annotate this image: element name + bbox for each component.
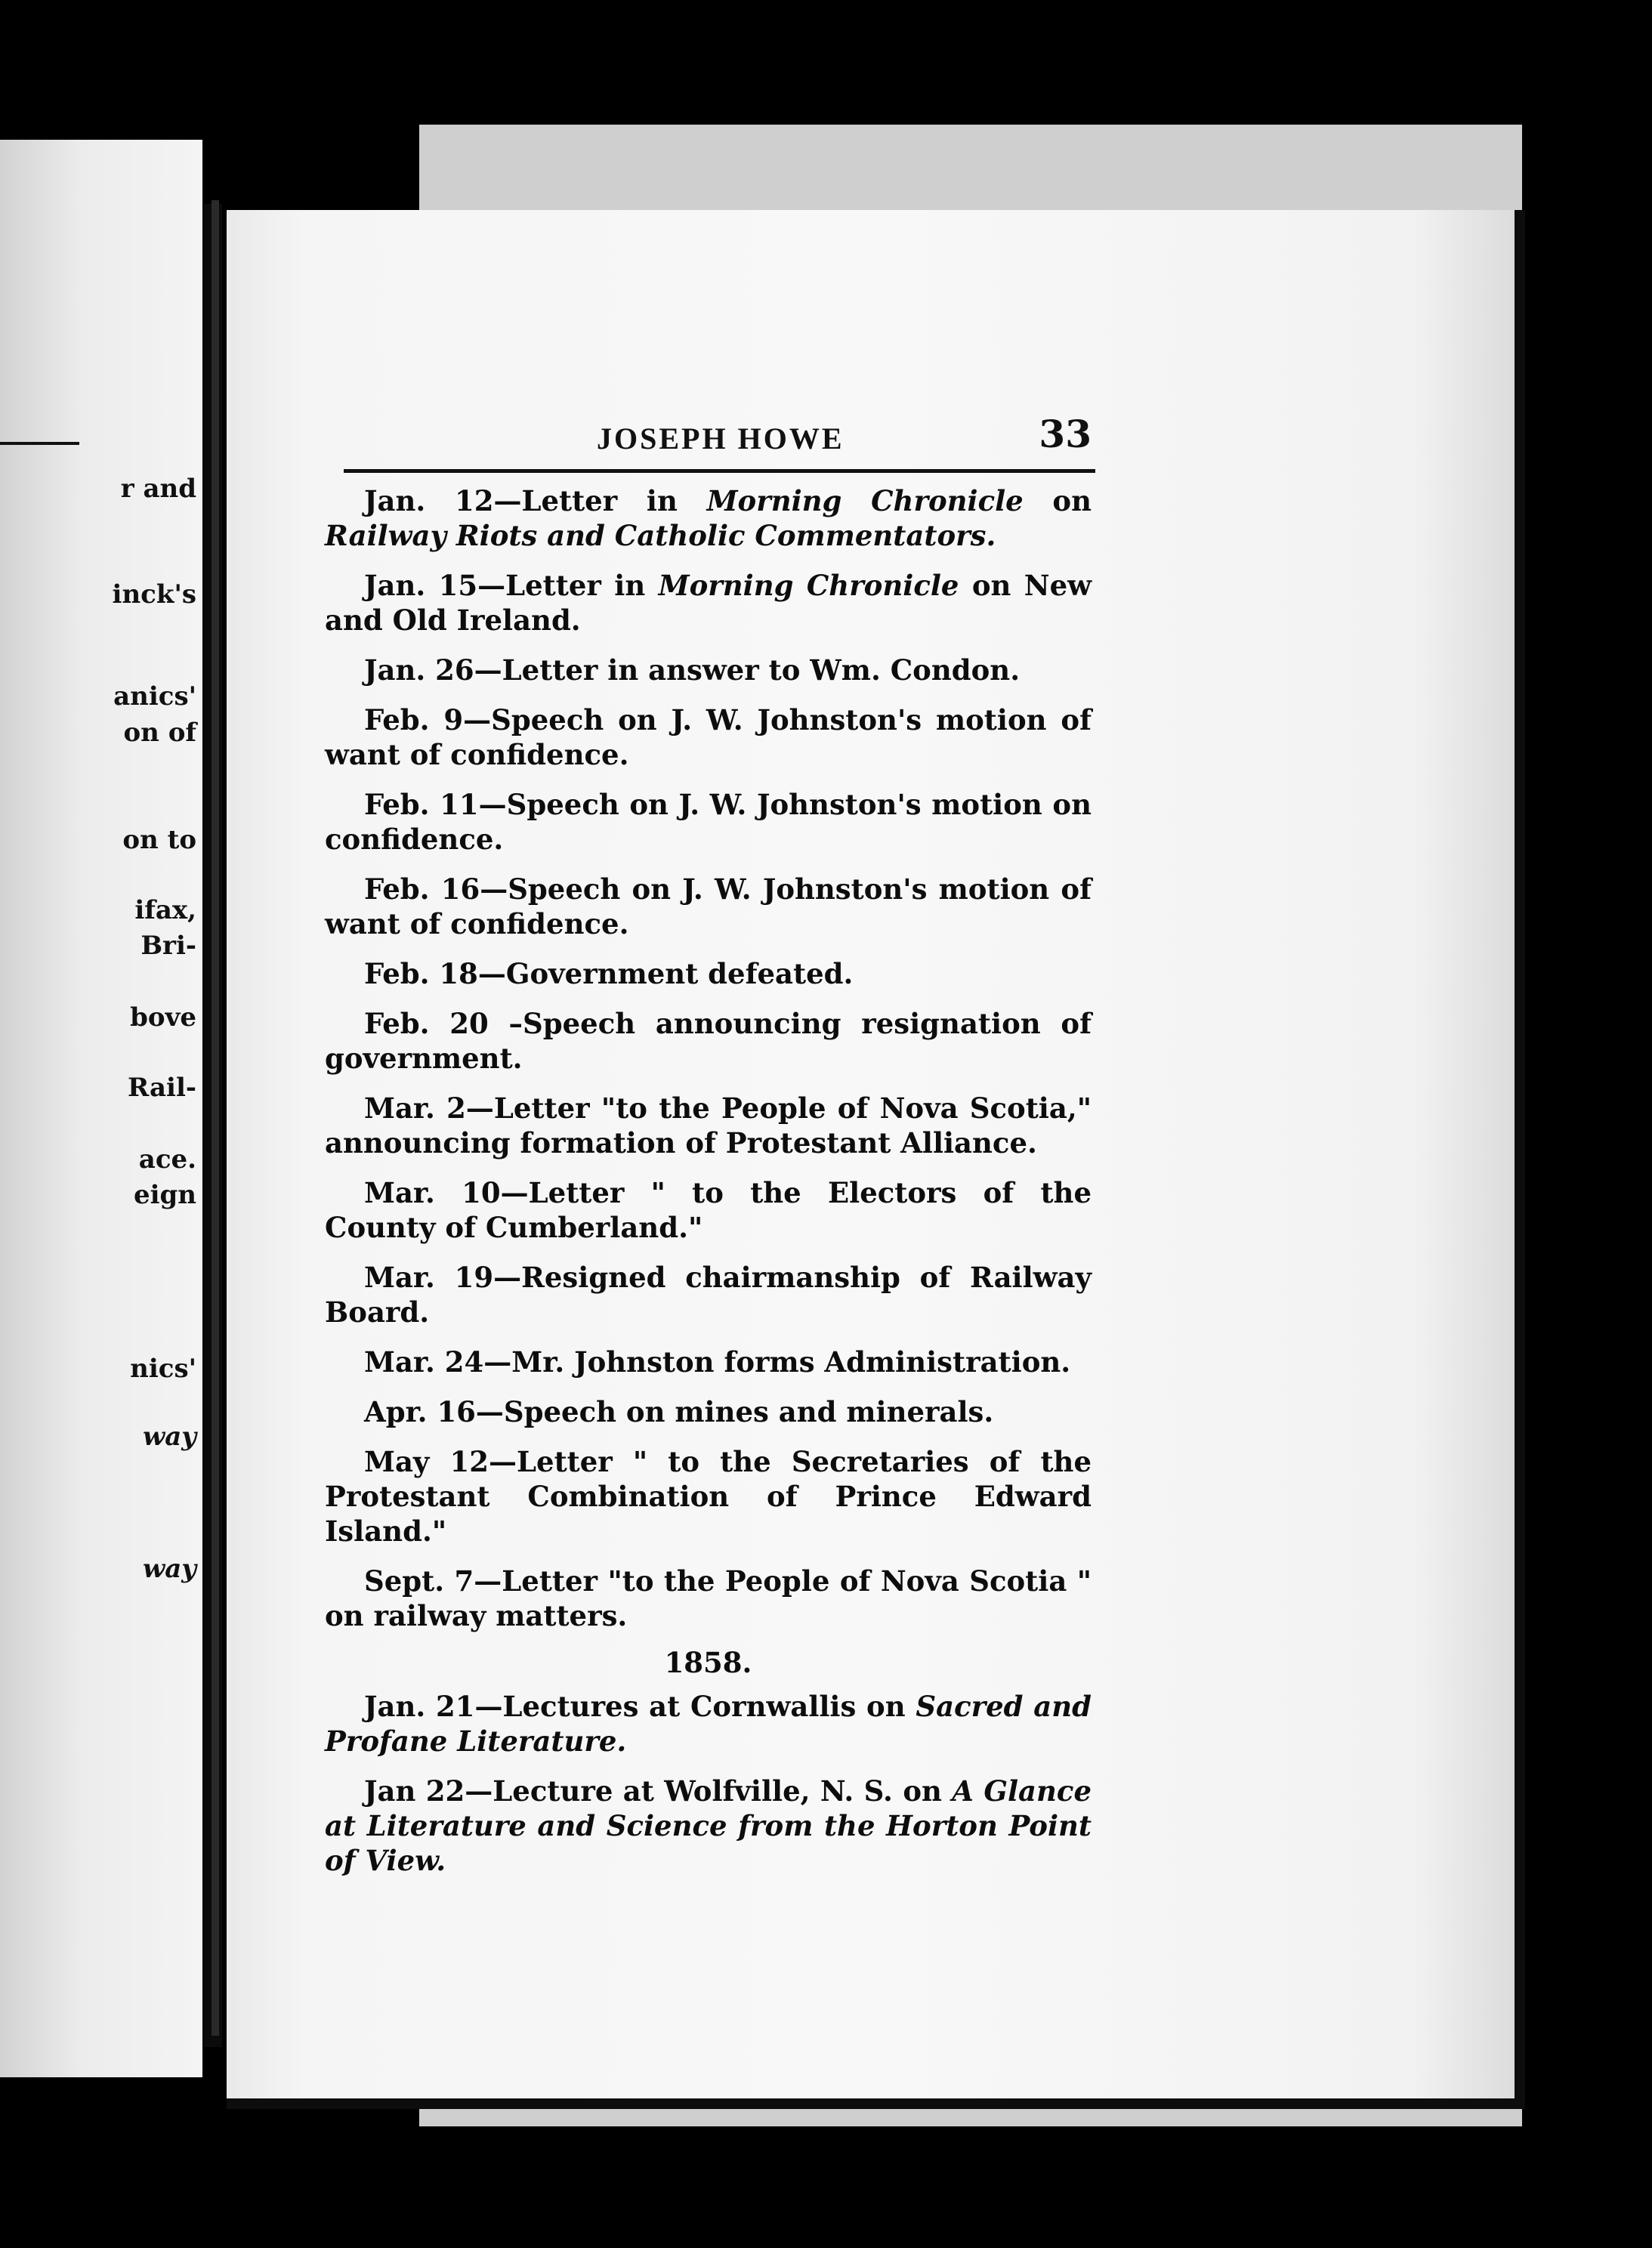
entry-text: Feb. 9—Speech on J. W. Johnston's motion of want of confidence.: [325, 703, 1092, 771]
page-header: [344, 412, 1099, 495]
chronology-entry: [325, 483, 1092, 553]
chronology-entry: [325, 956, 1092, 991]
entry-italic-title: Railway Riots and Catholic Commentators.: [325, 519, 996, 552]
chronology-entry: [325, 1444, 1092, 1549]
fragment-7: bove: [130, 1002, 196, 1033]
fragment-2: anics': [113, 681, 196, 712]
entry-text: Mar. 24—Mr. Johnston forms Administration.: [364, 1345, 1071, 1379]
year-heading: 1858.: [664, 1646, 752, 1679]
entry-text: on: [1023, 484, 1092, 517]
fragment-1: inck's: [112, 579, 196, 610]
entry-italic-title: A Glance at Literature and Science from the Horton Point of View.: [325, 1774, 1092, 1877]
fragment-0: r and: [120, 474, 196, 504]
chronology-entry: [325, 568, 1092, 638]
entry-text: Jan. 15—Letter in: [364, 569, 659, 602]
chronology-entry: [325, 1260, 1092, 1329]
previous-page-edge: [0, 140, 202, 2077]
fragment-6: Bri-: [140, 931, 196, 961]
entry-text: Mar. 10—Letter " to the Electors of the County of Cumberland.": [325, 1176, 1092, 1244]
chronology-entry: [325, 1774, 1092, 1878]
chronology-entry: [325, 1564, 1092, 1633]
chronology-entry: [325, 1345, 1092, 1379]
entry-text: Jan. 21—Lectures at Cornwallis on: [364, 1690, 916, 1723]
fragment-3: on of: [123, 718, 196, 748]
entry-text: Mar. 2—Letter "to the People of Nova Scotia," announcing formation of Protestant Alliance.: [325, 1092, 1092, 1160]
entry-text: on New and Old Ireland.: [325, 569, 1092, 637]
entry-text: Feb. 11—Speech on J. W. Johnston's motion on confidence.: [325, 788, 1092, 856]
chronology-entry: [325, 1006, 1092, 1076]
entry-text: Jan 22—Lecture at Wolfville, N. S. on: [364, 1774, 953, 1808]
entry-text: Mar. 19—Resigned chairmanship of Railway Board.: [325, 1261, 1092, 1329]
fragment-8: Rail-: [127, 1073, 196, 1103]
chronology-entry: [325, 1175, 1092, 1245]
entry-text: Jan. 26—Letter in answer to Wm. Condon.: [364, 653, 1021, 687]
fragment-9: ace.: [138, 1144, 196, 1175]
entry-italic-title: Morning Chronicle: [706, 484, 1024, 517]
entry-italic-title: Morning Chronicle: [658, 569, 959, 602]
fragment-13: way: [142, 1554, 196, 1584]
entry-italic-title: Sacred and Profane Literature.: [325, 1690, 1092, 1758]
chronology-entry: [325, 1091, 1092, 1160]
fragment-4: on to: [122, 825, 196, 855]
chronology-entry: [325, 702, 1092, 772]
fragment-5: ifax,: [134, 895, 196, 925]
entry-text: Apr. 16—Speech on mines and minerals.: [364, 1395, 994, 1428]
fragment-11: nics': [130, 1354, 196, 1384]
chronology-entry: [325, 1689, 1092, 1759]
entry-text: Feb. 16—Speech on J. W. Johnston's motion of want of confidence.: [325, 872, 1092, 940]
fragment-12: way: [142, 1422, 196, 1452]
chronology-entry: [325, 653, 1092, 687]
chronology-entry: [325, 787, 1092, 857]
previous-page-text-fragments: [0, 140, 202, 2077]
fragment-10: eign: [133, 1180, 196, 1210]
chronology-entry: [325, 1394, 1092, 1429]
running-title: JOSEPH HOWE: [597, 422, 845, 455]
entry-text: Sept. 7—Letter "to the People of Nova Scotia " on railway matters.: [325, 1564, 1092, 1632]
chronology-entry: [325, 872, 1092, 941]
header-rule: [344, 469, 1095, 473]
page-number: 33: [1039, 412, 1092, 456]
entry-text: May 12—Letter " to the Secretaries of the Protestant Combination of Prince Edward Island.": [325, 1445, 1092, 1548]
entry-text: Feb. 18—Government defeated.: [364, 957, 854, 990]
chronology-list: [325, 483, 1092, 1893]
spine-page-edge: [212, 200, 219, 2036]
entry-text: Feb. 20 –Speech announcing resignation of government.: [325, 1007, 1092, 1075]
entry-text: Jan. 12—Letter in: [364, 484, 707, 517]
